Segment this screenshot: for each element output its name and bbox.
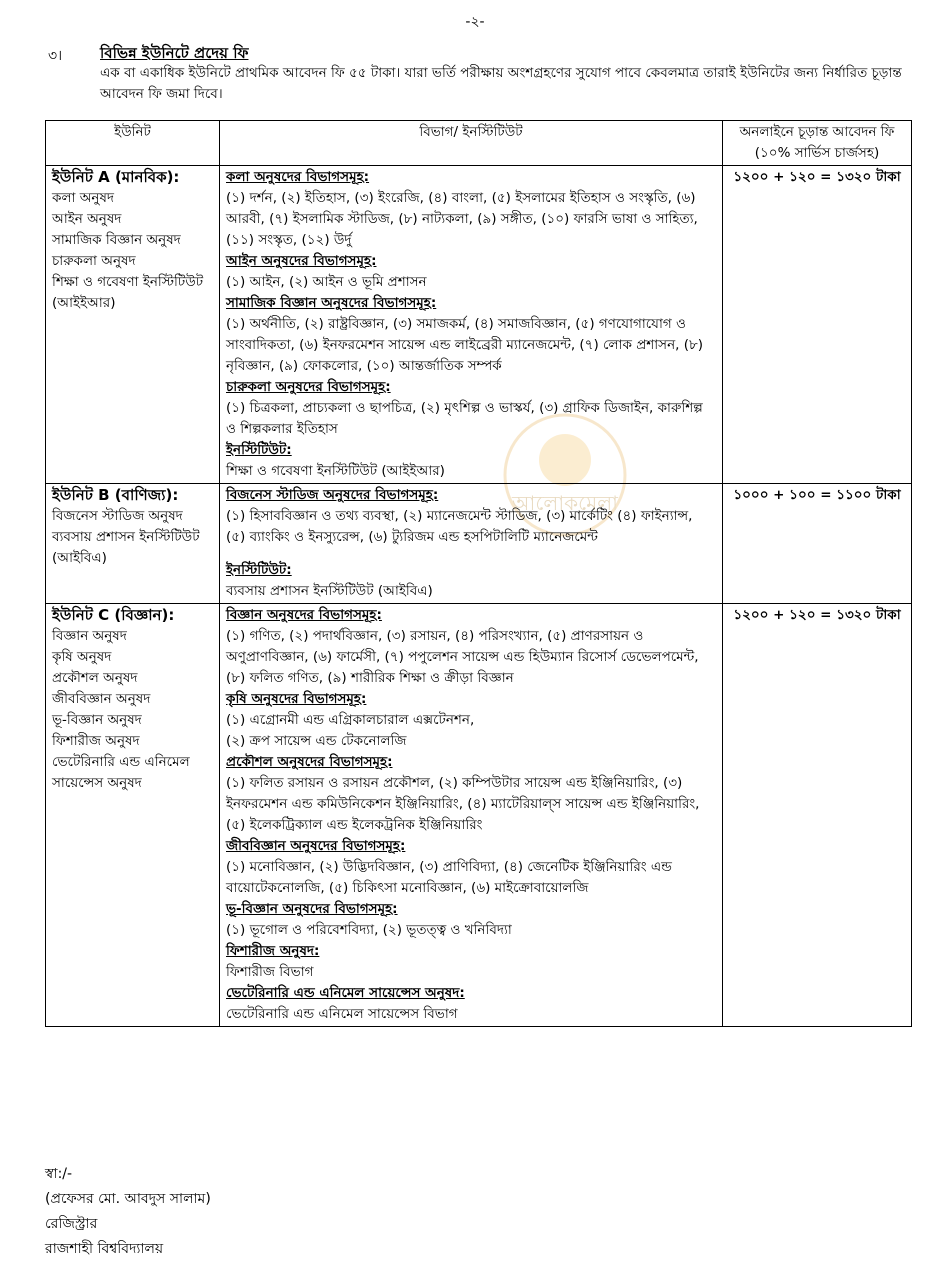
- header-unit: ইউনিট: [46, 121, 220, 166]
- group-line: (১) গণিত, (২) পদার্থবিজ্ঞান, (৩) রসায়ন, (৪) পরিসংখ্যান, (৫) প্রাণরসায়ন ও অণুপ্রাণবিজ্ঞান, (৬) ফার্মেসী, (৭) পপুলেশন সায়েন্স এন্ড হিউম্যান রিসোর্স ডেভেলপমেন্ট, (৮) ফলিত গণিত, (৯) শারীরিক শিক্ষা ও ক্রীড়া বিজ্ঞান: [226, 628, 699, 686]
- group-heading: কৃষি অনুষদের বিভাগসমূহ:: [226, 691, 367, 707]
- faculty-item: ফিশারীজ অনুষদ: [52, 733, 140, 749]
- unit-c-fee: ১২০০ + ১২০ = ১৩২০ টাকা: [723, 604, 912, 1027]
- unit-b-cell: [46, 484, 220, 604]
- group-line: (১) মনোবিজ্ঞান, (২) উদ্ভিদবিজ্ঞান, (৩) প্রাণিবিদ্যা, (৪) জেনেটিক ইঞ্জিনিয়ারিং এন্ড বায়োটেকনোলজি, (৫) চিকিৎসা মনোবিজ্ঞান, (৬) মাইক্রোবায়োলজি: [226, 859, 672, 896]
- header-fee-line1: অনলাইনে চূড়ান্ত আবেদন ফি: [739, 124, 895, 140]
- group-heading: সামাজিক বিজ্ঞান অনুষদের বিভাগসমূহ:: [226, 295, 437, 311]
- unit-b-title: ইউনিট B (বাণিজ্য):: [52, 486, 179, 504]
- unit-a-fee: ১২০০ + ১২০ = ১৩২০ টাকা: [723, 166, 912, 484]
- group-heading: ফিশারীজ অনুষদ:: [226, 943, 320, 959]
- section-intro: এক বা একাধিক ইউনিটে প্রাথমিক আবেদন ফি ৫৫ টাকা। যারা ভর্তি পরীক্ষায় অংশগ্রহণের সুযোগ পাবে কেবলমাত্র তারাই ইউনিটের জন্য নির্ধারিত চূড়ান্ত আবেদন ফি জমা দিবে।: [100, 65, 902, 102]
- group-line: (১) ভূগোল ও পরিবেশবিদ্যা, (২) ভূতত্ত্ব ও খনিবিদ্যা: [226, 922, 512, 938]
- group-heading: বিজ্ঞান অনুষদের বিভাগসমূহ:: [226, 607, 382, 623]
- faculty-item: কৃষি অনুষদ: [52, 649, 112, 665]
- signatory-name: (প্রফেসর মো. আবদুস সালাম): [45, 1191, 211, 1207]
- unit-b-fee: ১০০০ + ১০০ = ১১০০ টাকা: [723, 484, 912, 604]
- group-heading: আইন অনুষদের বিভাগসমূহ:: [226, 253, 377, 269]
- header-fee-line2: (১০% সার্ভিস চার্জসহ): [754, 145, 880, 161]
- group-line: (১) ফলিত রসায়ন ও রসায়ন প্রকৌশল, (২) কম্পিউটার সায়েন্স এন্ড ইঞ্জিনিয়ারিং, (৩) ইনফরমেশন এন্ড কমিউনিকেশন ইঞ্জিনিয়ারিং, (৪) ম্যাটেরিয়াল্স সায়েন্স এন্ড ইঞ্জিনিয়ারিং, (৫) ইলেকট্রিক্যাল এন্ড ইলেকট্রনিক ইঞ্জিনিয়ারিং: [226, 775, 700, 833]
- faculty-item: সামাজিক বিজ্ঞান অনুষদ: [52, 232, 181, 248]
- group-heading: ইনস্টিটিউট:: [226, 562, 292, 578]
- group-line: (১) অর্থনীতি, (২) রাষ্ট্রবিজ্ঞান, (৩) সমাজকর্ম, (৪) সমাজবিজ্ঞান, (৫) গণযোগাযোগ ও সাংবাদিকতা, (৬) ইনফরমেশন সায়েন্স এন্ড লাইব্রেরী ম্যানেজমেন্ট, (৭) লোক প্রশাসন, (৮) নৃবিজ্ঞান, (৯) ফোকলোর, (১০) আন্তর্জাতিক সম্পর্ক: [226, 316, 704, 374]
- group-line: (১) আইন, (২) আইন ও ভূমি প্রশাসন: [226, 274, 427, 290]
- group-line: শিক্ষা ও গবেষণা ইনস্টিটিউট (আইইআর): [226, 463, 445, 479]
- header-fee: [723, 121, 912, 166]
- faculty-item: প্রকৌশল অনুষদ: [52, 670, 138, 686]
- faculty-item: ভেটেরিনারি এন্ড এনিমেল সায়েন্সেস অনুষদ: [52, 754, 190, 791]
- group-line: (২) ক্রপ সায়েন্স এন্ড টেকনোলজি: [226, 733, 407, 749]
- signatory-institution: রাজশাহী বিশ্ববিদ্যালয়: [45, 1241, 164, 1257]
- unit-b-departments: [220, 484, 723, 604]
- group-heading: ভেটেরিনারি এন্ড এনিমেল সায়েন্সেস অনুষদ:: [226, 985, 465, 1001]
- signature-mark: স্বা:/-: [45, 1166, 73, 1182]
- table-row-unit-c: [46, 604, 912, 1027]
- faculty-item: আইন অনুষদ: [52, 211, 122, 227]
- group-heading: বিজনেস স্টাডিজ অনুষদের বিভাগসমূহ:: [226, 487, 439, 503]
- group-line: (১) চিত্রকলা, প্রাচ্যকলা ও ছাপচিত্র, (২) মৃৎশিল্প ও ভাস্কর্য, (৩) গ্রাফিক ডিজাইন, কারুশিল্প ও শিল্পকলার ইতিহাস: [226, 400, 703, 437]
- faculty-item: জীববিজ্ঞান অনুষদ: [52, 691, 151, 707]
- group-line: (১) হিসাববিজ্ঞান ও তথ্য ব্যবস্থা, (২) ম্যানেজমেন্ট স্টাডিজ, (৩) মার্কেটিং (৪) ফাইন্যান্স, (৫) ব্যাংকিং ও ইনস্যুরেন্স, (৬) ট্যুরিজম এন্ড হসপিটালিটি ম্যানেজমেন্ট: [226, 508, 693, 545]
- table-header-row: [46, 121, 912, 166]
- unit-a-departments: [220, 166, 723, 484]
- page-number: -২-: [465, 14, 485, 30]
- group-line: ব্যবসায় প্রশাসন ইনস্টিটিউট (আইবিএ): [226, 583, 433, 599]
- faculty-item: বিজ্ঞান অনুষদ: [52, 628, 127, 644]
- section-title: বিভিন্ন ইউনিটে প্রদেয় ফি: [100, 44, 249, 62]
- faculty-item: শিক্ষা ও গবেষণা ইনস্টিটিউট (আইইআর): [52, 274, 204, 311]
- group-heading: কলা অনুষদের বিভাগসমূহ:: [226, 169, 370, 185]
- group-line: ফিশারীজ বিভাগ: [226, 964, 314, 980]
- faculty-item: ভূ-বিজ্ঞান অনুষদ: [52, 712, 142, 728]
- signatory-designation: রেজিস্ট্রার: [45, 1216, 98, 1232]
- faculty-item: বিজনেস স্টাডিজ অনুষদ: [52, 508, 183, 524]
- signature-block: [45, 1162, 211, 1262]
- header-department: বিভাগ/ ইনস্টিটিউট: [220, 121, 723, 166]
- group-heading: জীববিজ্ঞান অনুষদের বিভাগসমূহ:: [226, 838, 406, 854]
- group-heading: ভূ-বিজ্ঞান অনুষদের বিভাগসমূহ:: [226, 901, 398, 917]
- svg-text:আলোকমেলা: আলোকমেলা: [512, 491, 618, 515]
- group-line: (১) দর্শন, (২) ইতিহাস, (৩) ইংরেজি, (৪) বাংলা, (৫) ইসলামের ইতিহাস ও সংস্কৃতি, (৬) আরবী, (৭) ইসলামিক স্টাডিজ, (৮) নাট্যকলা, (৯) সঙ্গীত, (১০) ফারসি ভাষা ও সাহিত্য, (১১) সংস্কৃত, (১২) উর্দু: [226, 190, 698, 248]
- unit-a-cell: [46, 166, 220, 484]
- unit-c-title: ইউনিট C (বিজ্ঞান):: [52, 606, 175, 624]
- faculty-item: চারুকলা অনুষদ: [52, 253, 136, 269]
- unit-a-title: ইউনিট A (মানবিক):: [52, 168, 180, 186]
- faculty-item: ব্যবসায় প্রশাসন ইনস্টিটিউট (আইবিএ): [52, 529, 200, 566]
- unit-c-departments: [220, 604, 723, 1027]
- table-row-unit-a: [46, 166, 912, 484]
- group-line: (১) এগ্রোনমী এন্ড এগ্রিকালচারাল এক্সটেনশন,: [226, 712, 475, 728]
- faculty-item: কলা অনুষদ: [52, 190, 114, 206]
- fee-table: [45, 120, 912, 1027]
- table-row-unit-b: [46, 484, 912, 604]
- group-heading: ইনস্টিটিউট:: [226, 442, 292, 458]
- group-heading: প্রকৌশল অনুষদের বিভাগসমূহ:: [226, 754, 393, 770]
- group-heading: চারুকলা অনুষদের বিভাগসমূহ:: [226, 379, 391, 395]
- unit-c-cell: [46, 604, 220, 1027]
- group-line: ভেটেরিনারি এন্ড এনিমেল সায়েন্সেস বিভাগ: [226, 1006, 458, 1022]
- section-number: ৩।: [48, 48, 63, 64]
